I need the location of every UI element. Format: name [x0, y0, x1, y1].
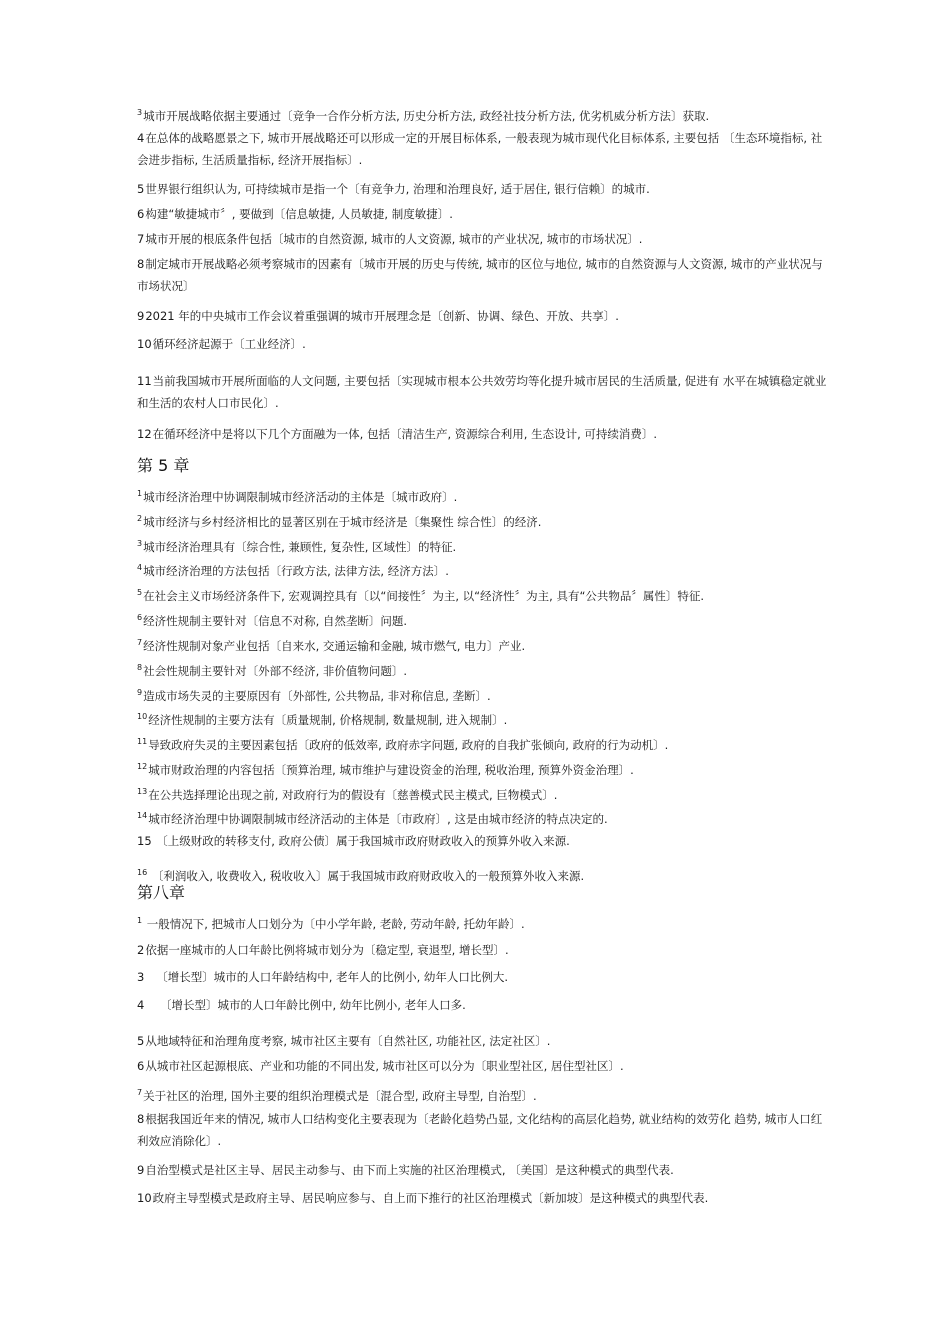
list-item: 6构建“敏捷城市〞, 要做到〔信息敏捷, 人员敏捷, 制度敏捷〕. — [137, 207, 453, 221]
list-item: 8制定城市开展战略必须考察城市的因素有〔城市开展的历史与传统, 城市的区位与地位, 城市的自然资源与人文资源, 城市的产业状况与市场状况〕 — [137, 257, 823, 293]
list-item: $^2$城市经济与乡村经济相比的显著区别在于城市经济是〔集聚性 综合性〕的经济. — [137, 514, 542, 529]
list-item: $^3$城市经济治理具有〔综合性, 兼顾性, 复杂性, 区域性〕的特征. — [137, 539, 457, 554]
chapter-5-heading: 第 5 章 — [137, 456, 190, 475]
list-item: 92021 年的中央城市工作会议着重强调的城市开展理念是〔创新、协调、绿色、开放、共享〕. — [137, 309, 619, 323]
list-item: $^6$经济性规制主要针对〔信息不对称, 自然垄断〕问题. — [137, 613, 408, 628]
list-item: 4 〔增长型〕城市的人口年龄比例中, 幼年比例小, 老年人口多. — [137, 998, 466, 1012]
list-item: 6从城市社区起源根底、产业和功能的不同出发, 城市社区可以分为〔职业型社区, 居住型社区〕. — [137, 1059, 624, 1073]
list-item: $^5$在社会主义市场经济条件下, 宏观调控具有〔以“间接性〞为主, 以“经济性〞为主, 具有“公共物品〞属性〕特征. — [137, 588, 705, 603]
list-item: 8根据我国近年来的情况, 城市人口结构变化主要表现为〔老龄化趋势凸显, 文化结构的高层化趋势, 就业结构的效劳化 趋势, 城市人口红利效应消除化〕. — [137, 1112, 823, 1148]
list-item: 5世界银行组织认为, 可持续城市是指一个〔有竞争力, 治理和治理良好, 适于居住, 银行信赖〕的城市. — [137, 182, 650, 196]
list-item: $^3$城市开展战略依据主要通过〔竞争一合作分析方法, 历史分析方法, 政经社技分析方法, 优劣机威分析方法〕获取. — [137, 108, 710, 123]
list-item: $^{16}$ 〔利润收入, 收费收入, 税收收入〕属于我国城市政府财政收入的一般预算外收入来源. — [137, 868, 585, 883]
list-item: 11当前我国城市开展所面临的人文问题, 主要包括〔实现城市根本公共效劳均等化提升城市居民的生活质量, 促进有 水平在城镇稳定就业和生活的农村人口市民化〕. — [137, 374, 827, 410]
list-item: 15 〔上级财政的转移支付, 政府公债〕属于我国城市政府财政收入的预算外收入来源. — [137, 834, 570, 848]
list-item: $^1$城市经济治理中协调限制城市经济活动的主体是〔城市政府〕. — [137, 489, 458, 504]
chapter-8-heading: 第八章 — [137, 883, 186, 902]
list-item: $^{12}$城市财政治理的内容包括〔预算治理, 城市维护与建设资金的治理, 税收治理, 预算外资金治理〕. — [137, 762, 634, 777]
list-item: 10政府主导型模式是政府主导、居民响应参与、自上而下推行的社区治理模式〔新加坡〕是这种模式的典型代表. — [137, 1191, 709, 1205]
list-item: $^{10}$经济性规制的主要方法有〔质量规制, 价格规制, 数量规制, 进入规制〕. — [137, 712, 508, 727]
list-item: 12在循环经济中是将以下几个方面融为一体, 包括〔清洁生产, 资源综合利用, 生态设计, 可持续消费〕. — [137, 427, 658, 441]
list-item: $^1$ 一般情况下, 把城市人口划分为〔中小学年龄, 老龄, 劳动年龄, 托幼年龄〕. — [137, 916, 525, 931]
list-item: $^9$造成市场失灵的主要原因有〔外部性, 公共物品, 非对称信息, 垄断〕. — [137, 688, 491, 703]
list-item: 4在总体的战略愿景之下, 城市开展战略还可以形成一定的开展目标体系, 一般表现为城市现代化目标体系, 主要包括 〔生态环境指标, 社会进步指标, 生活质量指标, 经济开展指标〕. — [137, 131, 823, 167]
list-item: 7城市开展的根底条件包括〔城市的自然资源, 城市的人文资源, 城市的产业状况, 城市的市场状况〕. — [137, 232, 643, 246]
list-item: $^4$城市经济治理的方法包括〔行政方法, 法律方法, 经济方法〕. — [137, 563, 449, 578]
list-item: $^{11}$导致政府失灵的主要因素包括〔政府的低效率, 政府赤字问题, 政府的自我扩张倾向, 政府的行为动机〕. — [137, 737, 669, 752]
list-item: 5从地域特征和治理角度考察, 城市社区主要有〔自然社区, 功能社区, 法定社区〕. — [137, 1034, 551, 1048]
list-item: $^7$关于社区的治理, 国外主要的组织治理模式是〔混合型, 政府主导型, 自治型〕. — [137, 1088, 537, 1103]
list-item: 2依据一座城市的人口年龄比例将城市划分为〔稳定型, 衰退型, 增长型〕. — [137, 943, 509, 957]
list-item: $^{14}$城市经济治理中协调限制城市经济活动的主体是〔市政府〕, 这是由城市经济的特点决定的. — [137, 811, 608, 826]
list-item: 10循环经济起源于〔工业经济〕. — [137, 337, 306, 351]
list-item: $^8$社会性规制主要针对〔外部不经济, 非价值物问题〕. — [137, 663, 408, 678]
list-item: $^7$经济性规制对象产业包括〔自来水, 交通运输和金融, 城市燃气, 电力〕产业. — [137, 638, 526, 653]
list-item: $^{13}$在公共选择理论出现之前, 对政府行为的假设有〔慈善模式民主模式, 巨物模式〕. — [137, 787, 558, 802]
list-item: 9自治型模式是社区主导、居民主动参与、由下而上实施的社区治理模式, 〔美国〕是这种模式的典型代表. — [137, 1163, 674, 1177]
list-item: 3 〔增长型〕城市的人口年龄结构中, 老年人的比例小, 幼年人口比例大. — [137, 970, 509, 984]
